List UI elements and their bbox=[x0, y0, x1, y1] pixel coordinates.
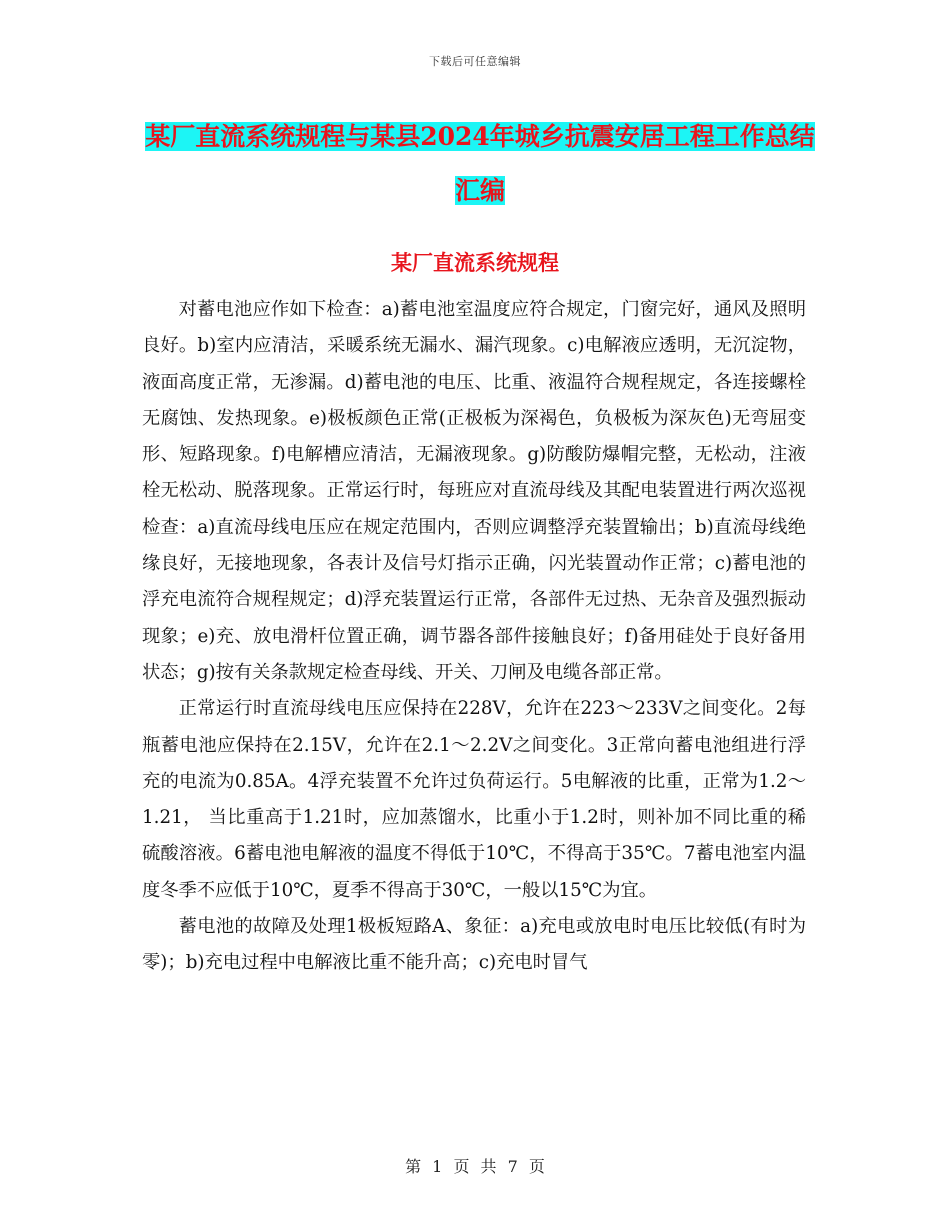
document-title-text: 某厂直流系统规程与某县2024年城乡抗震安居工程工作总结汇编 bbox=[145, 122, 815, 205]
document-title bbox=[140, 110, 820, 218]
body-paragraph: 正常运行时直流母线电压应保持在228V，允许在223～233V之间变化。2每瓶蓄电池应保持在2.15V，允许在2.1～2.2V之间变化。3正常向蓄电池组进行浮充的电流为0.85A。4浮充装置不允许过负荷运行。5电解液的比重，正常为1.2～1.21， 当比重高于1.21时，应加蒸馏水，比重小于1.2时，则补加不同比重的稀硫酸溶液。6蓄电池电解液的温度不得低于10℃，不得高于35℃。7蓄电池室内温度冬季不应低于10℃，夏季不得高于30℃，一般以15℃为宜。 bbox=[142, 698, 806, 901]
body-paragraph: 蓄电池的故障及处理1极板短路A、象征：a)充电或放电时电压比较低(有时为零)；b)充电过程中电解液比重不能升高；c)充电时冒气 bbox=[142, 916, 806, 974]
page-footer-number: 第 1 页 共 7 页 bbox=[405, 1157, 545, 1176]
body-paragraph: 对蓄电池应作如下检查：a)蓄电池室温度应符合规定，门窗完好，通风及照明良好。b)室内应清洁，采暖系统无漏水、漏汽现象。c)电解液应透明，无沉淀物，液面高度正常，无渗漏。d)蓄电池的电压、比重、液温符合规程规定，各连接螺栓无腐蚀、发热现象。e)极板颜色正常(正极板为深褐色，负极板为深灰色)无弯屈变形、短路现象。f)电解槽应清洁，无漏液现象。g)防酸防爆帽完整，无松动，注液栓无松动、脱落现象。正常运行时，每班应对直流母线及其配电装置进行两次巡视检查：a)直流母线电压应在规定范围内，否则应调整浮充装置输出；b)直流母线绝缘良好，无接地现象，各表计及信号灯指示正确，闪光装置动作正常；c)蓄电池的浮充电流符合规程规定；d)浮充装置运行正常，各部件无过热、无杂音及强烈振动现象；e)充、放电滑杆位置正确，调节器各部件接触良好；f)备用硅处于良好备用状态；g)按有关条款规定检查母线、开关、刀闸及电缆各部正常。 bbox=[142, 299, 806, 683]
section-title: 某厂直流系统规程 bbox=[391, 250, 559, 275]
document-body bbox=[142, 292, 806, 982]
page-header-note: 下载后可任意编辑 bbox=[429, 55, 521, 68]
